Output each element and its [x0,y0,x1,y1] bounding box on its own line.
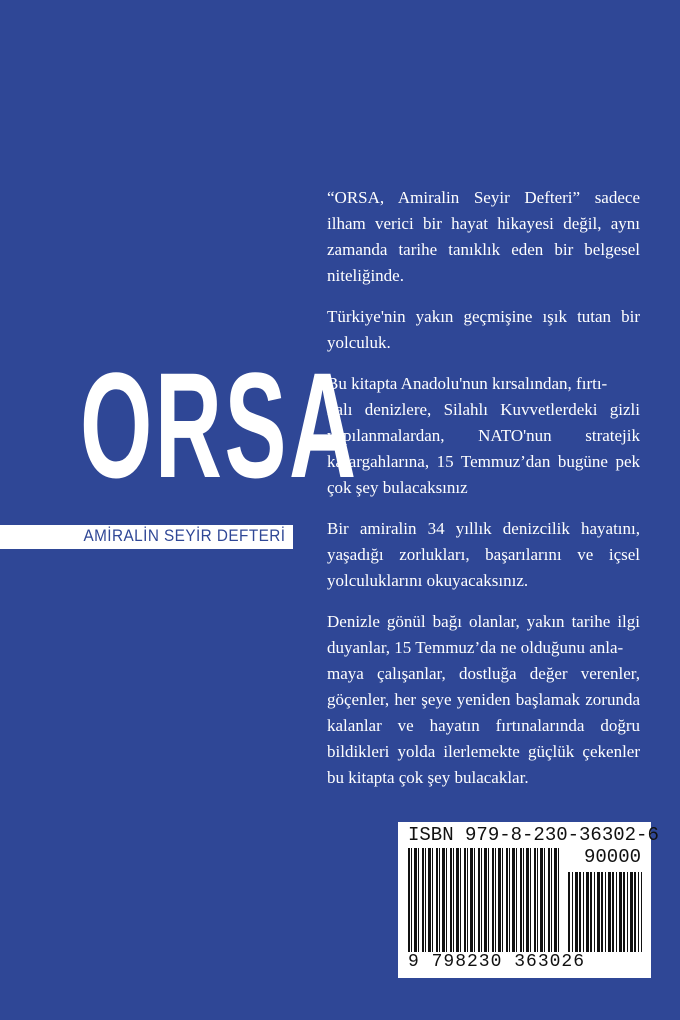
back-cover-blurb [327,185,640,806]
book-title: ORSA [80,341,359,509]
price-code: 90000 [583,846,641,868]
book-subtitle: AMİRALİN SEYİR DEFTERİ [82,526,285,545]
blurb-paragraph: Bir amiralin 34 yıllık denizcilik hayatını, yaşadığı zorlukları, başarılarını ve içsel yolculuklarını okuyacaksınız. [327,519,640,590]
blurb-paragraph: “ORSA, Amiralin Seyir Defteri” sadece ilham verici bir hayat hikayesi değil, aynı zamanda tarihe tanıklık eden bir belgesel niteliğinde. [327,188,640,285]
barcode-addon-bars [568,872,642,952]
barcode-bars [408,848,560,952]
isbn-number: ISBN 979-8-230-36302-6 [408,824,659,846]
ean-digits: 9 798230 363026 [408,952,586,972]
blurb-paragraph: Türkiye'nin yakın geçmişine ışık tutan bir yolculuk. [327,307,640,352]
subtitle-band [0,525,293,549]
blurb-paragraph: Bu kitapta Anadolu'nun kırsalından, fırtı- nalı denizlere, Silahlı Kuvvetlerdeki gizli yapılanmalardan, NATO'nun stratejik karargahlarına, 15 Temmuz’dan bugüne pek çok şey bulacaksınız [327,374,640,497]
blurb-paragraph: Denizle gönül bağı olanlar, yakın tarihe ilgi duyanlar, 15 Temmuz’da ne olduğunu anla- maya çalışanlar, dostluğa değer verenler, göçenler, her şeye yeniden başlamak zorunda kalanlar ve hayatın fırtınalarında doğru bildikleri yolda ilerlemekte güçlük çekenler bu kitapta çok şey bulacaklar. [327,612,640,787]
isbn-barcode [398,822,659,978]
